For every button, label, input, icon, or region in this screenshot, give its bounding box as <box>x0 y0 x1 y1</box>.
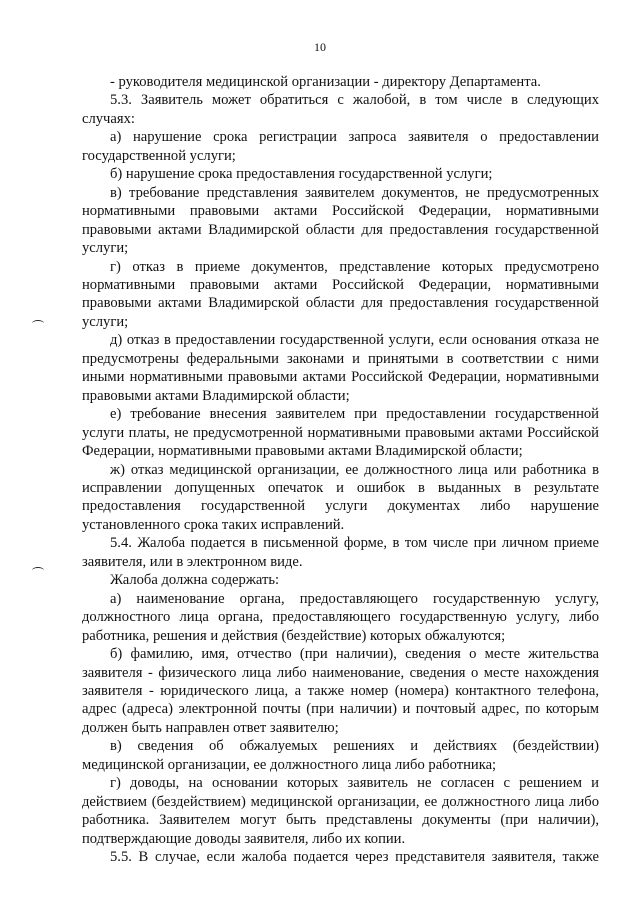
paragraph: 5.5. В случае, если жалоба подается через представителя заявителя, также <box>110 849 599 866</box>
paragraph: 5.4. Жалоба подается в письменной форме, в том числе при личном приеме заявителя, или в электронном виде. <box>82 535 599 570</box>
paragraph: б) нарушение срока предоставления государственной услуги; <box>110 166 493 183</box>
paragraph: г) доводы, на основании которых заявитель не согласен с решением и действием (бездействием) медицинской организации, ее должностного лица либо работника. Заявителем могут быть представлены документы (при наличии), подтверждающие доводы заявителя, либо их копии. <box>82 775 599 847</box>
paragraph: а) наименование органа, предоставляющего государственную услугу, должностного лица органа, предоставляющего государственную услугу, либо работника, решения и действия (бездействие) которых обжалуются; <box>82 590 599 644</box>
paragraph: 5.3. Заявитель может обратиться с жалобой, в том числе в следующих случаях: <box>82 92 599 127</box>
margin-mark <box>32 567 44 574</box>
paragraph: - руководителя медицинской организации - директору Департамента. <box>110 74 541 90</box>
paragraph: в) требование представления заявителем документов, не предусмотренных нормативными правовыми актами Российской Федерации, нормативными правовыми актами Владимирской области для предоставления государственной услуги; <box>82 184 599 257</box>
paragraph: б) фамилию, имя, отчество (при наличии), сведения о месте жительства заявителя - физического лица либо наименование, сведения о месте нахождения заявителя - юридического лица, а также номер (номера) контактного телефона, адрес (адреса) электронной почты (при наличии) и почтовый адрес, по которым должен быть направлен ответ заявителю; <box>82 646 599 736</box>
margin-mark <box>32 320 44 327</box>
paragraph: е) требование внесения заявителем при предоставлении государственной услуги платы, не предусмотренной нормативными правовыми актами Российской Федерации, нормативными правовыми актами Владимирской области; <box>82 406 599 460</box>
paragraph: а) нарушение срока регистрации запроса заявителя о предоставлении государственной услуги; <box>82 129 599 164</box>
paragraph: ж) отказ медицинской организации, ее должностного лица или работника в исправлении допущенных опечаток и ошибок в выданных в результате предоставления государственной услуги документах либо нарушение установленного срока таких исправлений. <box>82 461 599 533</box>
paragraph: в) сведения об обжалуемых решениях и действиях (бездействии) медицинской организации, ее должностного лица либо работника; <box>82 738 599 773</box>
paragraph: д) отказ в предоставлении государственной услуги, если основания отказа не предусмотрены федеральными законами и принятыми в соответствии с ними иными нормативными правовыми актами Российской Федерации, нормативными правовыми актами Владимирской области; <box>82 332 599 404</box>
page-number: 10 <box>314 40 326 54</box>
paragraph: Жалоба должна содержать: <box>110 572 280 589</box>
paragraph: г) отказ в приеме документов, представление которых предусмотрено нормативными правовыми актами Российской Федерации, нормативными правовыми актами Владимирской области для предоставления государственной услуги; <box>82 258 599 330</box>
document-body <box>82 73 599 866</box>
